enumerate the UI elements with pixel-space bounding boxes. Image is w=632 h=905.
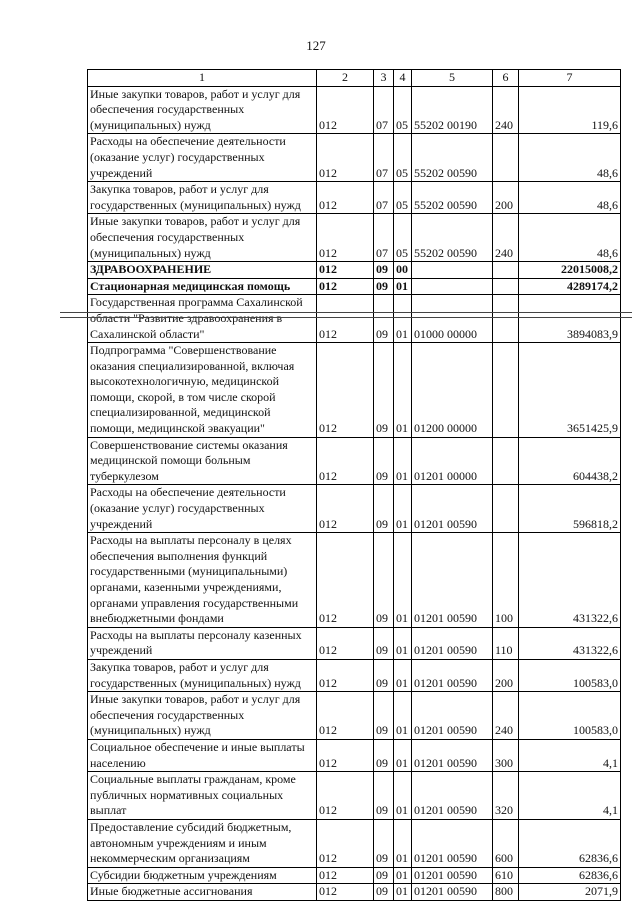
row-name-cell: Подпрограмма "Совершенствование оказания специализированной, включая высокотехнологичную, медицинской помощи, скорой, в том числе скорой специализированной, медицинской помощи, медицинской эвакуации" [88,343,317,438]
row-code-cell-5: 01201 00000 [412,437,493,485]
budget-table [87,69,621,901]
row-name-cell: Социальные выплаты гражданам, кроме публичных нормативных социальных выплат [88,772,317,820]
row-name-cell: Расходы на выплаты персоналу казенных учреждений [88,627,317,659]
row-code-cell-4: 01 [394,437,412,485]
row-name-cell: ЗДРАВООХРАНЕНИЕ [88,262,317,279]
row-code-cell-7: 431322,6 [519,627,621,659]
row-code-cell-2: 012 [317,692,374,740]
row-code-cell-2: 012 [317,214,374,262]
row-name-cell: Иные бюджетные ассигнования [88,884,317,901]
row-code-cell-5: 01000 00000 [412,295,493,343]
row-code-cell-5: 55202 00190 [412,86,493,134]
row-code-cell-6: 320 [493,772,519,820]
table-row [88,772,621,820]
row-code-cell-3: 09 [374,627,394,659]
row-code-cell-5: 55202 00590 [412,214,493,262]
row-code-cell-6 [493,262,519,279]
row-code-cell-6: 200 [493,659,519,691]
row-code-cell-5: 01201 00590 [412,627,493,659]
row-name-cell: Стационарная медицинская помощь [88,278,317,295]
row-code-cell-3: 09 [374,262,394,279]
header-cell: 2 [317,70,374,87]
row-code-cell-6 [493,485,519,533]
table-row [88,485,621,533]
row-code-cell-2: 012 [317,134,374,182]
header-cell: 1 [88,70,317,87]
row-code-cell-7: 4289174,2 [519,278,621,295]
row-code-cell-7: 596818,2 [519,485,621,533]
row-code-cell-5: 01201 00590 [412,867,493,884]
row-code-cell-4: 01 [394,692,412,740]
row-code-cell-2: 012 [317,867,374,884]
table-row [88,867,621,884]
row-code-cell-2: 012 [317,884,374,901]
row-code-cell-5: 01201 00590 [412,772,493,820]
row-code-cell-4: 01 [394,278,412,295]
row-code-cell-7: 604438,2 [519,437,621,485]
row-code-cell-7: 4,1 [519,772,621,820]
row-code-cell-3: 09 [374,485,394,533]
row-code-cell-4: 05 [394,214,412,262]
row-code-cell-2: 012 [317,262,374,279]
table-row [88,692,621,740]
row-code-cell-4: 01 [394,819,412,867]
table-row [88,86,621,134]
row-code-cell-2: 012 [317,485,374,533]
table-row [88,739,621,771]
header-cell: 7 [519,70,621,87]
row-code-cell-3: 09 [374,884,394,901]
scan-line [60,317,632,318]
row-code-cell-4: 01 [394,739,412,771]
row-name-cell: Иные закупки товаров, работ и услуг для обеспечения государственных (муниципальных) нужд [88,692,317,740]
row-code-cell-7: 2071,9 [519,884,621,901]
row-code-cell-3: 07 [374,86,394,134]
row-code-cell-2: 012 [317,627,374,659]
table-row [88,262,621,279]
row-name-cell: Совершенствование системы оказания медицинской помощи больным туберкулезом [88,437,317,485]
row-code-cell-2: 012 [317,533,374,628]
header-cell: 4 [394,70,412,87]
row-code-cell-4: 01 [394,295,412,343]
scan-line [60,312,632,313]
row-code-cell-7: 100583,0 [519,692,621,740]
row-name-cell: Закупка товаров, работ и услуг для государственных (муниципальных) нужд [88,659,317,691]
row-name-cell: Расходы на обеспечение деятельности (оказание услуг) государственных учреждений [88,134,317,182]
row-code-cell-6: 240 [493,692,519,740]
row-name-cell: Расходы на обеспечение деятельности (оказание услуг) государственных учреждений [88,485,317,533]
table-row [88,182,621,214]
table-row [88,343,621,438]
row-code-cell-6 [493,437,519,485]
row-code-cell-4: 01 [394,485,412,533]
row-code-cell-2: 012 [317,819,374,867]
row-code-cell-4: 01 [394,867,412,884]
table-row [88,533,621,628]
row-code-cell-3: 09 [374,437,394,485]
row-code-cell-2: 012 [317,659,374,691]
row-code-cell-3: 09 [374,867,394,884]
header-cell: 3 [374,70,394,87]
table-row [88,214,621,262]
row-code-cell-4: 01 [394,659,412,691]
row-code-cell-6: 240 [493,86,519,134]
row-code-cell-7: 3894083,9 [519,295,621,343]
row-code-cell-6 [493,295,519,343]
row-code-cell-7: 3651425,9 [519,343,621,438]
row-code-cell-7: 48,6 [519,214,621,262]
row-code-cell-6: 240 [493,214,519,262]
row-code-cell-7: 119,6 [519,86,621,134]
row-code-cell-3: 09 [374,772,394,820]
table-row [88,295,621,343]
row-code-cell-2: 012 [317,739,374,771]
row-code-cell-5: 55202 00590 [412,182,493,214]
row-code-cell-5 [412,262,493,279]
row-code-cell-2: 012 [317,182,374,214]
header-cell: 5 [412,70,493,87]
row-name-cell: Государственная программа Сахалинской области "Развитие здравоохранения в Сахалинской области" [88,295,317,343]
row-code-cell-5: 55202 00590 [412,134,493,182]
row-code-cell-4: 05 [394,134,412,182]
row-code-cell-7: 62836,6 [519,867,621,884]
row-code-cell-7: 4,1 [519,739,621,771]
row-code-cell-5: 01201 00590 [412,884,493,901]
header-row [88,70,621,87]
row-code-cell-6 [493,278,519,295]
table-row [88,659,621,691]
row-code-cell-4: 01 [394,533,412,628]
row-code-cell-7: 48,6 [519,182,621,214]
row-code-cell-5: 01201 00590 [412,533,493,628]
row-code-cell-6: 300 [493,739,519,771]
row-code-cell-3: 09 [374,739,394,771]
row-code-cell-7: 48,6 [519,134,621,182]
row-code-cell-3: 09 [374,343,394,438]
row-name-cell: Иные закупки товаров, работ и услуг для обеспечения государственных (муниципальных) нужд [88,214,317,262]
row-code-cell-3: 09 [374,819,394,867]
table-row [88,627,621,659]
row-name-cell: Расходы на выплаты персоналу в целях обеспечения выполнения функций государственными (муниципальными) органами, казенными учреждениями, органами управления государственными внебюджетными фондами [88,533,317,628]
row-code-cell-3: 07 [374,134,394,182]
table-row [88,884,621,901]
row-code-cell-6: 110 [493,627,519,659]
row-code-cell-7: 100583,0 [519,659,621,691]
row-code-cell-3: 09 [374,295,394,343]
row-code-cell-5: 01201 00590 [412,739,493,771]
table-row [88,819,621,867]
row-code-cell-2: 012 [317,278,374,295]
row-code-cell-5: 01201 00590 [412,819,493,867]
row-code-cell-6: 100 [493,533,519,628]
row-code-cell-4: 05 [394,86,412,134]
row-code-cell-7: 22015008,2 [519,262,621,279]
row-name-cell: Закупка товаров, работ и услуг для государственных (муниципальных) нужд [88,182,317,214]
row-code-cell-6: 800 [493,884,519,901]
row-code-cell-2: 012 [317,343,374,438]
table-row [88,134,621,182]
row-code-cell-2: 012 [317,295,374,343]
row-code-cell-3: 09 [374,659,394,691]
row-name-cell: Социальное обеспечение и иные выплаты населению [88,739,317,771]
row-code-cell-3: 09 [374,692,394,740]
row-code-cell-6 [493,134,519,182]
row-code-cell-7: 431322,6 [519,533,621,628]
row-name-cell: Субсидии бюджетным учреждениям [88,867,317,884]
table-row [88,278,621,295]
row-code-cell-2: 012 [317,437,374,485]
row-code-cell-7: 62836,6 [519,819,621,867]
row-code-cell-4: 05 [394,182,412,214]
page-number: 127 [306,38,326,53]
row-code-cell-6: 200 [493,182,519,214]
row-name-cell: Предоставление субсидий бюджетным, автономным учреждениям и иным некоммерческим организациям [88,819,317,867]
row-code-cell-6: 610 [493,867,519,884]
row-code-cell-4: 01 [394,627,412,659]
row-code-cell-3: 07 [374,214,394,262]
row-code-cell-6: 600 [493,819,519,867]
row-code-cell-5 [412,278,493,295]
row-name-cell: Иные закупки товаров, работ и услуг для обеспечения государственных (муниципальных) нужд [88,86,317,134]
row-code-cell-4: 01 [394,772,412,820]
row-code-cell-4: 00 [394,262,412,279]
header-cell: 6 [493,70,519,87]
row-code-cell-4: 01 [394,884,412,901]
row-code-cell-5: 01201 00590 [412,692,493,740]
row-code-cell-3: 07 [374,182,394,214]
row-code-cell-3: 09 [374,278,394,295]
row-code-cell-3: 09 [374,533,394,628]
row-code-cell-6 [493,343,519,438]
row-code-cell-2: 012 [317,772,374,820]
row-code-cell-5: 01201 00590 [412,659,493,691]
table-row [88,437,621,485]
row-code-cell-5: 01200 00000 [412,343,493,438]
row-code-cell-2: 012 [317,86,374,134]
row-code-cell-5: 01201 00590 [412,485,493,533]
row-code-cell-4: 01 [394,343,412,438]
